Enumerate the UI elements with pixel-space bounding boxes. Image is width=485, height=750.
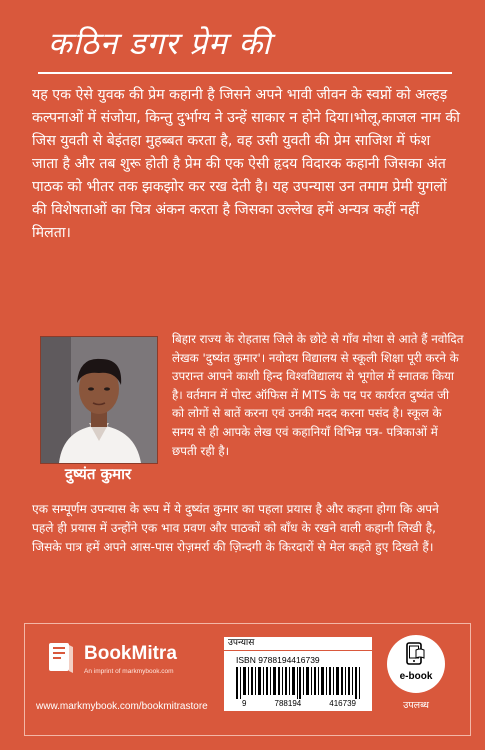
publisher-name: BookMitra	[84, 643, 177, 664]
barcode-digit-group: 416739	[329, 699, 356, 708]
book-logo-icon	[46, 641, 76, 675]
author-name: दुष्यंत कुमार	[64, 465, 132, 483]
ebook-label: e-book	[399, 671, 433, 682]
author-bio: बिहार राज्य के रोहतास जिले के छोटे से गाँव मोथा से आते हैं नवोदित लेखक 'दुष्यंत कुमार'। नवोदय विद्यालय से स्कूली शिक्षा पूरी करने के उपरान्त आपने काशी हिन्द विश्वविद्यालय से भूगोल में स्नातक किया है। वर्तमान में पोस्ट ऑफिस में MTS के पद पर कार्यरत दुष्यंत जी को लोगों से बातें करना एवं उनकी मदद करना पसंद है। स्कूल के समय से ही आपके लेख एवं कहानियाँ विभिन्न पत्र- पत्रिकाओं में छपती रही है।	[172, 332, 464, 458]
barcode-digit-group: 788194	[274, 699, 302, 708]
book-blurb: यह एक ऐसे युवक की प्रेम कहानी है जिसने अपने भावी जीवन के स्वप्नों को अल्हड़ कल्पनाओं में संजोया, किन्तु दुर्भाग्य ने उन्हें साकार न होने दिया।भोलू,काजल नाम की जिस युवती से बेइंतहा मुहब्बत करता है, वह उसी युवती की प्रेम साजिश में फंश जाता है और तब शुरू होती है प्रेम की एक ऐसी हृदय विदारक कहानी जिसका अंत पाठक को भीतर तक झकझोर कर रख देती है। यह उपन्यास उन तमाम प्रेमी युगलों की विशेषताओं का चित्र अंकन करता है जिसका उल्लेख हमें अन्यत्र कहीं नहीं मिलता।	[32, 87, 460, 241]
ebook-device-icon	[406, 642, 426, 666]
closing-paragraph: एक सम्पूर्णम उपन्यास के रूप में ये दुष्यंत कुमार का पहला प्रयास है और कहना होगा कि अपने पहले ही प्रयास में उन्होंने एक भाव प्रवण और पाठकों को बाँध के रखने वाली कहानी लिखी है, जिसके पात्र हमें अपने आस-पास रोज़मर्रा की ज़िन्दगी के किरदारों से मेल कहते हुए दिखते हैं।	[32, 502, 439, 554]
book-title: कठिन डगर प्रेम की	[48, 26, 272, 62]
ebook-badge	[387, 635, 445, 693]
publisher-tagline: An imprint of markmybook.com	[84, 668, 174, 675]
barcode-digits	[228, 699, 370, 708]
publisher-url[interactable]: www.markmybook.com/bookmitrastore	[36, 701, 208, 712]
isbn-barcode	[224, 651, 372, 711]
isbn-number: ISBN 9788194416739	[236, 655, 320, 665]
ebook-available: उपलब्ध	[403, 700, 429, 711]
title-underline	[38, 72, 452, 74]
genre-label: उपन्यास	[224, 637, 372, 650]
author-photo	[40, 336, 158, 464]
barcode-digit-group: 9	[242, 699, 247, 708]
barcode-bars	[236, 667, 362, 699]
